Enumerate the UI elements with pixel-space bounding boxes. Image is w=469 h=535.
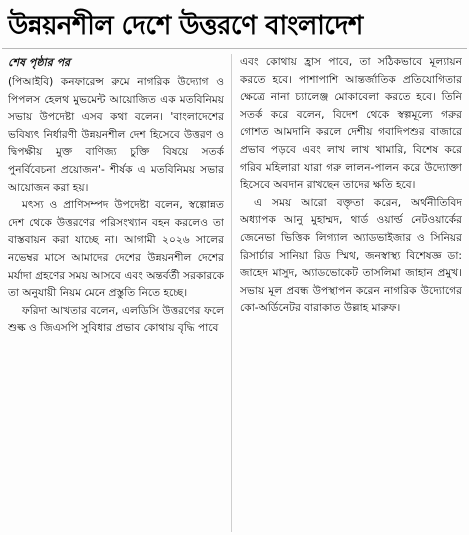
paragraph: (পিআইবি) কনফারেন্স রুমে নাগরিক উদ্যোগ ও পিপলস হেলথ মুভমেন্ট আয়োজিত এক মতবিনিময় সভায় উপদেষ্টা এসব কথা বলেন। 'বাংলাদেশের ভবিষ্যৎ নির্ধারণী উন্নয়নশীল দেশ হিসেবে উত্তরণ ও দ্বিপক্ষীয় মুক্ত বাণিজ্য চুক্তি বিষয়ে সতর্ক পুনর্বিবেচনা প্রয়োজন'- শীর্ষক এ মতবিনিময় সভার আয়োজন করা হয়। [8, 76, 224, 194]
paragraph: এবং কোথায় হ্রাস পাবে, তা সঠিকভাবে মূল্যায়ন করতে হবে। পাশাপাশি আন্তর্জাতিক প্রতিযোগিতার ক্ষেত্রে নানা চ্যালেঞ্জ মোকাবেলা করতে হবে। তিনি সতর্ক করে বলেন, বিদেশ থেকে স্বল্পমূল্যে গরুর গোশত আমদানি করলে দেশীয় গবাদিপশুর বাজারে প্রভাব পড়বে এবং লাখ লাখ খামারি, বিশেষ করে গরিব মহিলারা যারা গরু লালন-পালন করে উদ্যোক্তা হিসেবে অবদান রাখছেন তাদের ক্ষতি হবে। [240, 56, 462, 192]
paragraph: মৎস্য ও প্রাণিসম্পদ উপদেষ্টা বলেন, স্বল্পোন্নত দেশ থেকে উত্তরণের পরিসংখ্যান বহন করলেও তা বাস্তবায়ন করা যাচ্ছে না। আগামী ২০২৬ সালের নভেম্বর মাসে আমাদের দেশের উন্নয়নশীল দেশের মর্যাদা গ্রহণের সময় আসবে এবং অন্তর্বর্তী সরকারকে তা অনুযায়ী নিয়ম মেনে প্রস্তুতি নিতে হচ্ছে। [8, 199, 224, 300]
left-column [8, 54, 224, 532]
continuation-kicker: শেষ পৃষ্ঠার পর [8, 56, 71, 69]
headline: উন্নয়নশীল দেশে উত্তরণে বাংলাদেশ [8, 11, 363, 41]
paragraph: ফরিদা আখতার বলেন, এলডিসি উত্তরণের ফলে শুল্ক ও জিএসপি সুবিধার প্রভাব কোথায় বৃদ্ধি পাবে [8, 304, 224, 335]
paragraph: এ সময় আরো বক্তৃতা করেন, অর্থনীতিবিদ অধ্যাপক আনু মুহাম্মদ, থার্ড ওয়ার্ল্ড নেটওয়ার্কের জেনেভা ভিত্তিক লিগ্যাল অ্যাডভাইজার ও সিনিয়র রিসার্চার সানিয়া রিড স্মিথ, জনস্বাস্থ্য বিশেষজ্ঞ ডা: জাহেদ মাসুদ, অ্যাডভোকেট তাসলিমা জাহান প্রমুখ। সভায় মূল প্রবন্ধ উপস্থাপন করেন নাগরিক উদ্যোগের কো-অর্ডিনেটর বারাকাত উল্লাহ মারুফ। [240, 196, 462, 315]
headline-rule [2, 48, 467, 49]
right-column [240, 54, 462, 532]
column-divider [231, 54, 232, 532]
